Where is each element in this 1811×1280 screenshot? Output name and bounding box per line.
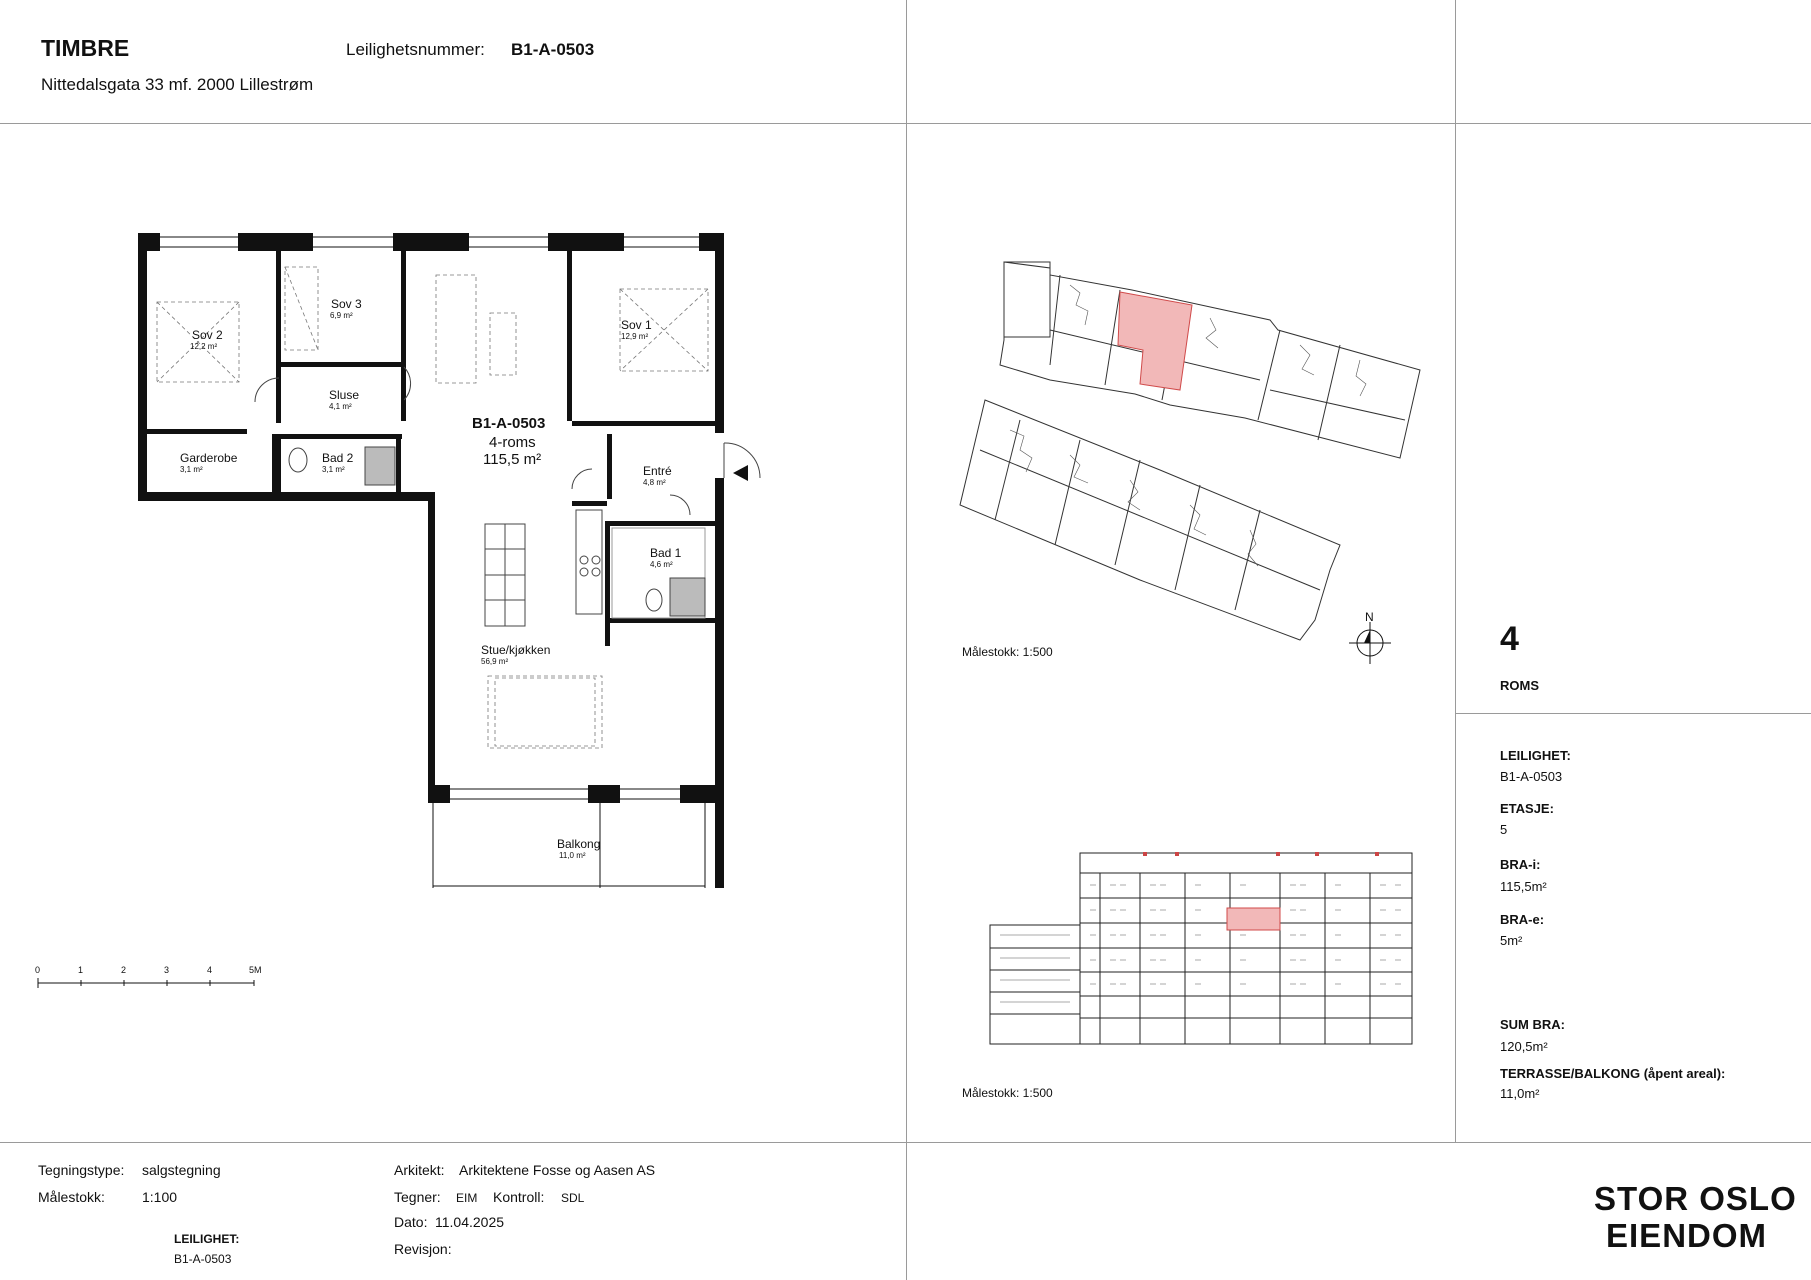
column-divider-2 xyxy=(1455,0,1456,1142)
summary-apartment-title: LEILIGHET: xyxy=(1500,748,1571,763)
summary-brai-value: 115,5m² xyxy=(1500,879,1547,894)
scale-tick-3: 3 xyxy=(164,965,170,975)
summary-terrace-value: 11,0m² xyxy=(1500,1086,1540,1101)
footer-drawer-value: EIM xyxy=(456,1191,478,1205)
footer-architect-value: Arkitektene Fosse og Aasen AS xyxy=(459,1162,656,1178)
site-scale-top: Målestokk: 1:500 xyxy=(962,645,1053,659)
scale-tick-2: 2 xyxy=(121,965,127,975)
room-area-bad1: 4,6 m² xyxy=(650,560,673,569)
summary-brai-title: BRA-i: xyxy=(1500,857,1541,872)
scale-tick-0: 0 xyxy=(35,965,41,975)
company-logo-line1: STOR OSLO xyxy=(1594,1180,1797,1217)
room-area-balkong: 11,0 m² xyxy=(559,851,586,860)
room-label-garderobe: Garderobe xyxy=(180,451,238,465)
summary-floor-title: ETASJE: xyxy=(1500,801,1554,816)
project-address: Nittedalsgata 33 mf. 2000 Lillestrøm xyxy=(41,75,314,94)
room-label-sov2: Sov 2 xyxy=(192,328,223,342)
room-area-sov3: 6,9 m² xyxy=(330,311,353,320)
summary-floor-value: 5 xyxy=(1500,822,1508,837)
room-area-bad2: 3,1 m² xyxy=(322,465,345,474)
plan-unit-label: B1-A-0503 xyxy=(472,415,546,432)
room-area-garderobe: 3,1 m² xyxy=(180,465,203,474)
floor-plan xyxy=(0,124,906,1142)
footer-scale-label: Målestokk: xyxy=(38,1189,105,1205)
site-plan xyxy=(907,124,1455,684)
rooms-word: ROMS xyxy=(1500,678,1539,693)
room-label-bad1: Bad 1 xyxy=(650,546,682,560)
footer-architect-label: Arkitekt: xyxy=(394,1162,445,1178)
room-label-stue: Stue/kjøkken xyxy=(481,643,551,657)
elevation-scale: Målestokk: 1:500 xyxy=(962,1086,1053,1100)
footer-apartment-title: LEILIGHET: xyxy=(174,1232,240,1246)
room-area-stue: 56,9 m² xyxy=(481,657,509,666)
footer-drawer-label: Tegner: xyxy=(394,1189,441,1205)
room-label-entre: Entré xyxy=(643,464,672,478)
footer-drawing-type-value: salgstegning xyxy=(142,1162,221,1178)
room-area-sluse: 4,1 m² xyxy=(329,402,352,411)
footer-control-label: Kontroll: xyxy=(493,1189,545,1205)
footer-scale-value: 1:100 xyxy=(142,1189,178,1205)
plan-rooms-label: 4-roms xyxy=(489,434,536,451)
footer-revision-label: Revisjon: xyxy=(394,1241,452,1257)
company-logo-line2: EIENDOM xyxy=(1606,1217,1768,1254)
footer-date-value: 11.04.2025 xyxy=(435,1214,505,1230)
scale-tick-4: 4 xyxy=(207,965,213,975)
room-label-sov3: Sov 3 xyxy=(331,297,362,311)
elevation-drawing xyxy=(907,840,1455,1060)
plan-area-label: 115,5 m² xyxy=(483,451,542,468)
summary-sum-title: SUM BRA: xyxy=(1500,1017,1565,1032)
footer-control-value: SDL xyxy=(561,1191,585,1205)
room-label-sluse: Sluse xyxy=(329,388,360,402)
summary-divider xyxy=(1455,713,1811,714)
summary-sum-value: 120,5m² xyxy=(1500,1039,1548,1054)
room-area-entre: 4,8 m² xyxy=(643,478,666,487)
room-label-balkong: Balkong xyxy=(557,837,601,851)
footer-apartment-value: B1-A-0503 xyxy=(174,1252,232,1266)
summary-brae-title: BRA-e: xyxy=(1500,912,1545,927)
summary-apartment-value: B1-A-0503 xyxy=(1500,769,1563,784)
scale-tick-1: 1 xyxy=(78,965,84,975)
north-label: N xyxy=(1365,610,1374,624)
room-area-sov1: 12,9 m² xyxy=(621,332,649,341)
rooms-count: 4 xyxy=(1500,620,1519,658)
scale-tick-5: 5M xyxy=(249,965,262,975)
apartment-number-value: B1-A-0503 xyxy=(511,40,595,59)
project-title: TIMBRE xyxy=(41,35,130,61)
summary-brae-value: 5m² xyxy=(1500,933,1523,948)
room-label-bad2: Bad 2 xyxy=(322,451,354,465)
room-label-sov1: Sov 1 xyxy=(621,318,652,332)
footer-drawing-type-label: Tegningstype: xyxy=(38,1162,125,1178)
footer-date-label: Dato: xyxy=(394,1214,428,1230)
apartment-number-label: Leilighetsnummer: xyxy=(346,40,485,59)
room-area-sov2: 12,2 m² xyxy=(190,342,218,351)
summary-terrace-title: TERRASSE/BALKONG (åpent areal): xyxy=(1500,1066,1726,1081)
